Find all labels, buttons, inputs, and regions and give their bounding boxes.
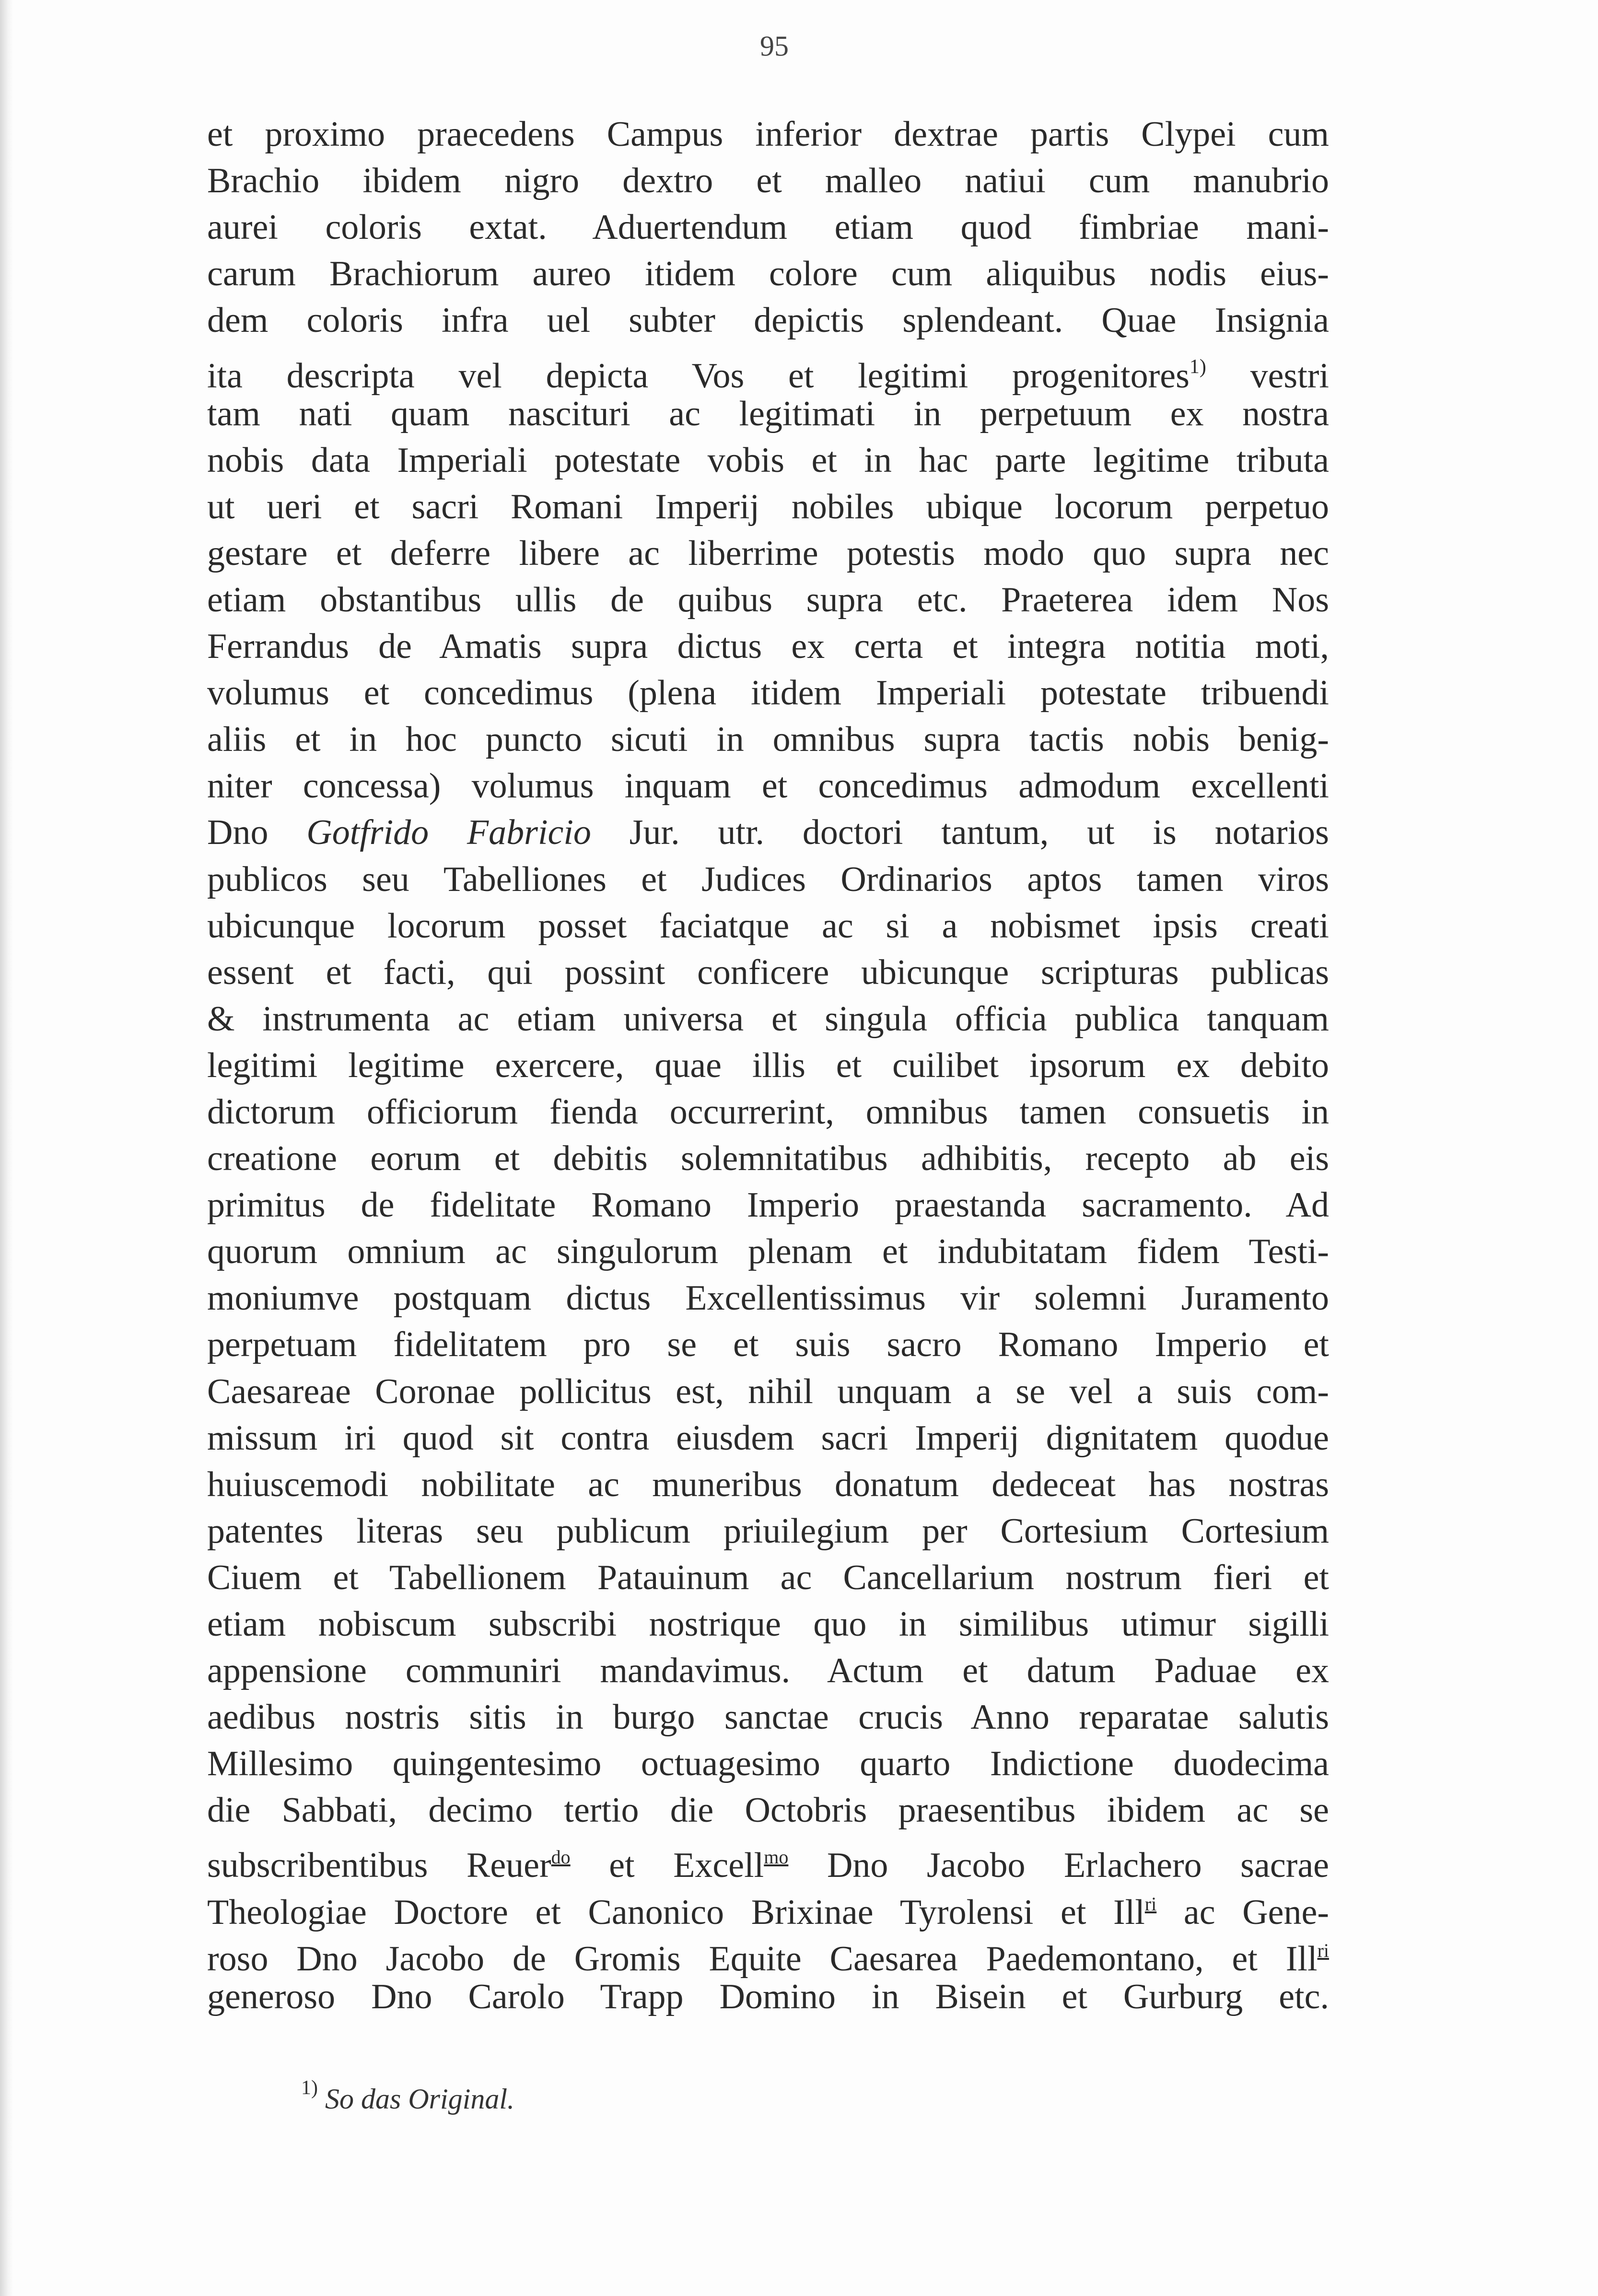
text-line: primitus de fidelitate Romano Imperio praestanda sacramento. Ad (207, 1185, 1329, 1225)
text-segment: ita descripta vel depicta Vos et legitimi progenitores (207, 356, 1190, 396)
text-line (207, 809, 1329, 856)
text-segment: Jur. utr. doctori tantum, ut is notarios (591, 813, 1329, 853)
text-segment: vestri (1206, 356, 1329, 396)
text-line: appensione communiri mandavimus. Actum et datum Paduae ex (207, 1651, 1329, 1691)
text-line: et proximo praecedens Campus inferior dextrae partis Clypei cum (207, 115, 1329, 154)
text-segment: Theologiae Doctore et Canonico Brixinae Tyrolensi et Ill (207, 1892, 1145, 1932)
text-line (207, 1927, 1329, 1979)
text-line: legitimi legitime exercere, quae illis et cuilibet ipsorum ex debito (207, 1045, 1329, 1085)
text-line: perpetuam fidelitatem pro se et suis sacro Romano Imperio et (207, 1325, 1329, 1365)
text-line: gestare et deferre libere ac liberrime potestis modo quo supra nec (207, 533, 1329, 573)
text-line: huiuscemodi nobilitate ac muneribus donatum dedeceat has nostras (207, 1464, 1329, 1504)
text-line (207, 1881, 1329, 1932)
text-line: patentes literas seu publicum priuilegium per Cortesium Cortesium (207, 1511, 1329, 1551)
text-line: & instrumenta ac etiam universa et singula officia publica tanquam (207, 999, 1329, 1039)
footnote-text: So das Original. (325, 2083, 515, 2115)
superscript: ri (1317, 1939, 1329, 1961)
page-number: 95 (760, 30, 789, 62)
body-text (207, 111, 1329, 2020)
footnote (301, 2076, 514, 2116)
text-segment: Dno Jacobo Erlachero sacrae (788, 1846, 1330, 1886)
text-line: Millesimo quingentesimo octuagesimo quarto Indictione duodecima (207, 1744, 1329, 1784)
text-line: missum iri quod sit contra eiusdem sacri Imperij dignitatem quodue (207, 1418, 1329, 1458)
text-segment: roso Dno Jacobo de Gromis Equite Caesarea Paedemontano, et Ill (207, 1939, 1318, 1979)
scan-edge (0, 0, 13, 2296)
text-line: nobis data Imperiali potestate vobis et in hac parte legitime tributa (207, 440, 1329, 480)
text-segment: Dno (207, 813, 307, 853)
text-line: Ciuem et Tabellionem Patauinum ac Cancellarium nostrum fieri et (207, 1558, 1329, 1597)
text-line: carum Brachiorum aureo itidem colore cum aliquibus nodis eius- (207, 254, 1329, 294)
text-line: ubicunque locorum posset faciatque ac si a nobismet ipsis creati (207, 906, 1329, 946)
text-line: tam nati quam nascituri ac legitimati in perpetuum ex nostra (207, 394, 1329, 433)
text-line: essent et facti, qui possint conficere ubicunque scripturas publicas (207, 952, 1329, 992)
superscript: do (551, 1846, 571, 1868)
text-line: Ferrandus de Amatis supra dictus ex certa et integra notitia moti, (207, 627, 1329, 667)
text-line: creatione eorum et debitis solemnitatibus adhibitis, recepto ab eis (207, 1139, 1329, 1179)
text-line: dictorum officiorum fienda occurrerint, omnibus tamen consuetis in (207, 1092, 1329, 1132)
text-line: generoso Dno Carolo Trapp Domino in Bisein et Gurburg etc. (207, 1977, 1329, 2016)
superscript: mo (764, 1846, 789, 1868)
text-line: niter concessa) volumus inquam et concedimus admodum excellenti (207, 766, 1329, 806)
text-segment: subscribentibus Reuer (207, 1846, 551, 1886)
text-line: Brachio ibidem nigro dextro et malleo natiui cum manubrio (207, 161, 1329, 201)
text-line: die Sabbati, decimo tertio die Octobris praesentibus ibidem ac se (207, 1791, 1329, 1830)
text-line: Caesareae Coronae pollicitus est, nihil unquam a se vel a suis com- (207, 1371, 1329, 1411)
text-line: etiam obstantibus ullis de quibus supra etc. Praeterea idem Nos (207, 580, 1329, 620)
text-line: dem coloris infra uel subter depictis splendeant. Quae Insignia (207, 301, 1329, 340)
text-segment: et Excell (570, 1846, 764, 1886)
text-segment: ac Gene- (1156, 1892, 1329, 1932)
superscript: ri (1144, 1893, 1157, 1915)
text-line: etiam nobiscum subscribi nostrique quo in similibus utimur sigilli (207, 1605, 1329, 1644)
text-line: aliis et in hoc puncto sicuti in omnibus supra tactis nobis benig- (207, 720, 1329, 760)
text-line: aurei coloris extat. Aduertendum etiam quod fimbriae mani- (207, 208, 1329, 247)
text-line: quorum omnium ac singulorum plenam et indubitatam fidem Testi- (207, 1232, 1329, 1272)
superscript: 1) (1189, 356, 1206, 378)
text-line (207, 344, 1329, 396)
text-line: publicos seu Tabelliones et Judices Ordinarios aptos tamen viros (207, 859, 1329, 899)
text-line: ut ueri et sacri Romani Imperij nobiles ubique locorum perpetuo (207, 487, 1329, 527)
text-line: volumus et concedimus (plena itidem Imperiali potestate tribuendi (207, 673, 1329, 713)
text-line: aedibus nostris sitis in burgo sanctae crucis Anno reparatae salutis (207, 1698, 1329, 1737)
footnote-marker: 1) (301, 2077, 318, 2099)
text-line (207, 1834, 1330, 1886)
text-line: moniumve postquam dictus Excellentissimus vir solemni Juramento (207, 1278, 1329, 1318)
italic-name: Gotfrido Fabricio (306, 813, 591, 853)
